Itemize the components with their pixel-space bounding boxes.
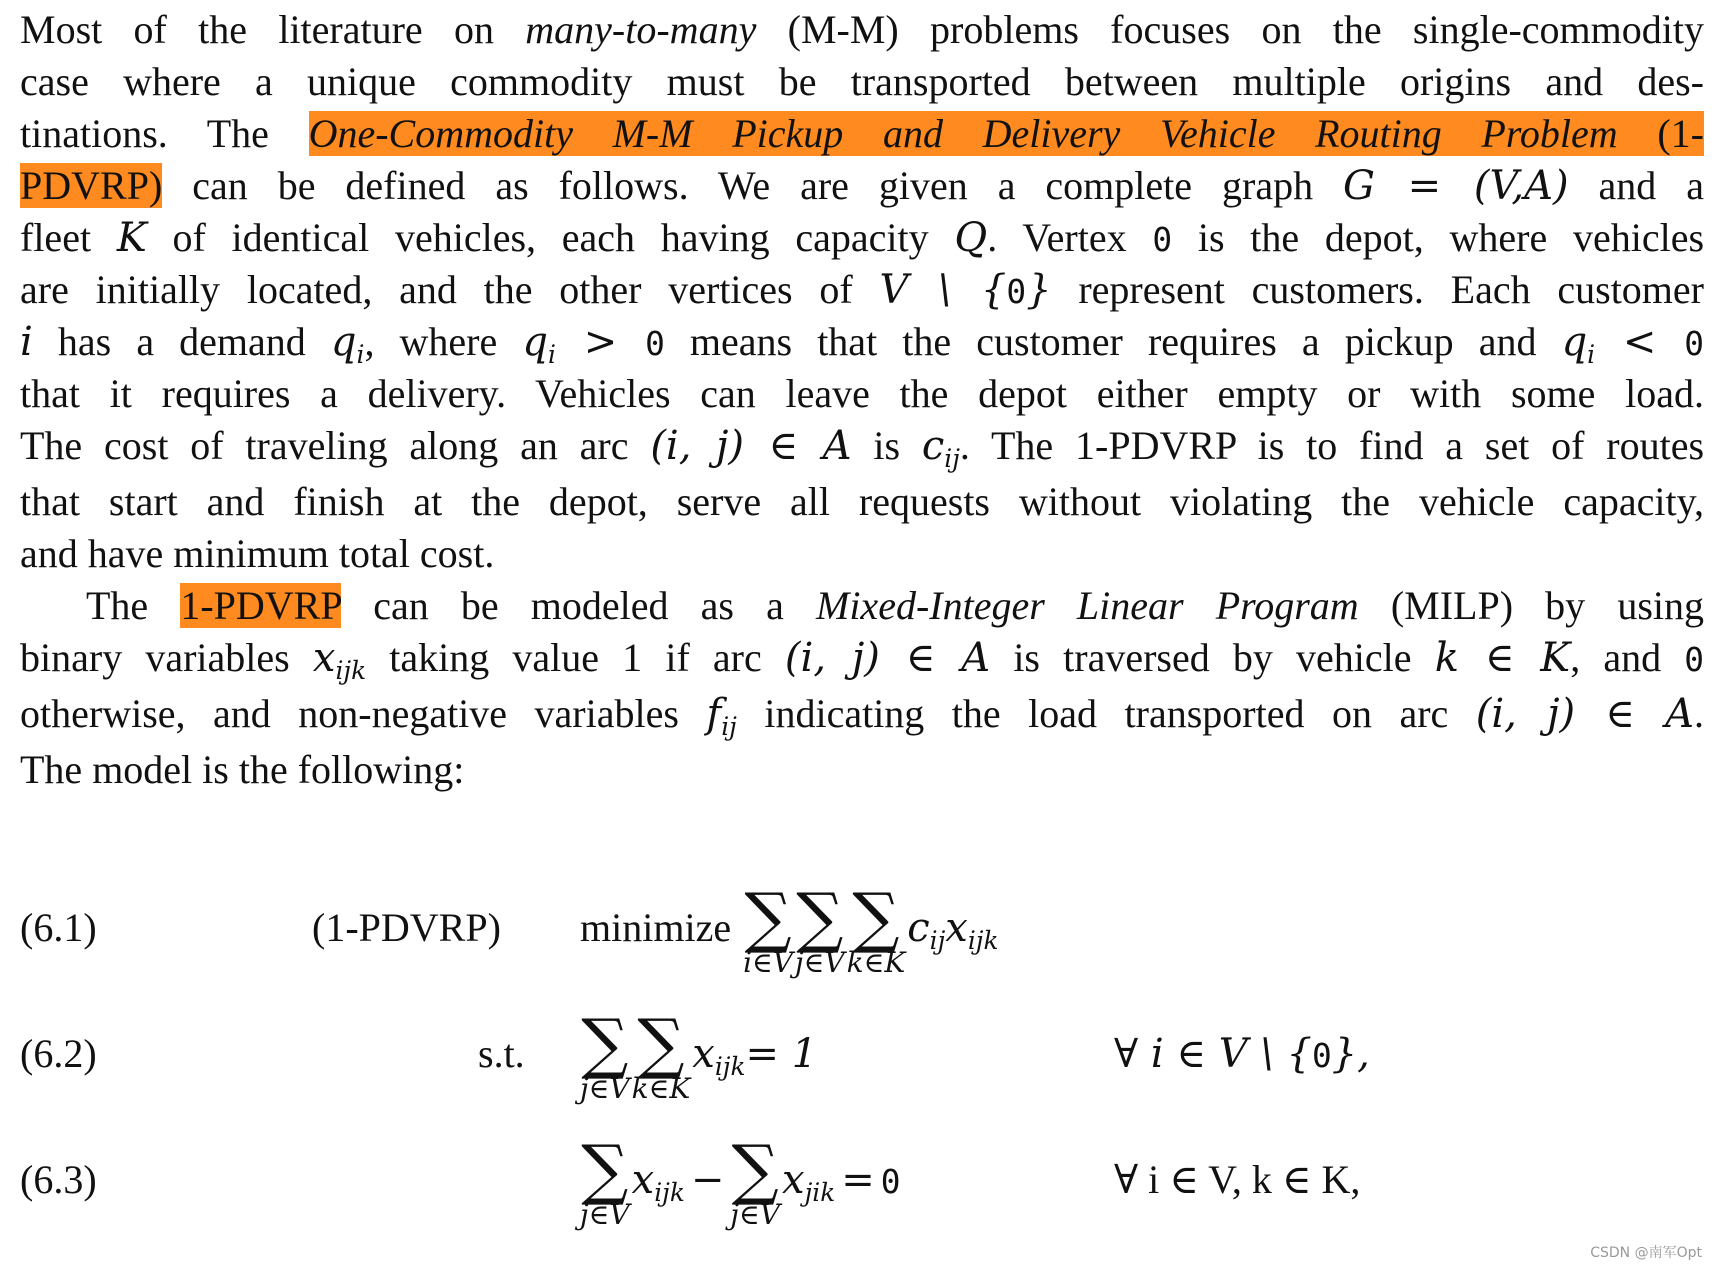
para1-line-6: are initially located, and the other vertices of V \ {0} represent customers. Each customer [20,267,1704,313]
equation-number-6-1: (6.1) [20,905,97,950]
equation-number-6-3: (6.3) [20,1157,97,1202]
sum-symbol: ∑ j∈V [580,1005,630,1105]
para1-line-7: i has a demand $q_i$, where $q_i > 0$ means that the customer requires a pickup and $q_i < 0$ [20,319,1705,369]
watermark: CSDN @南军Opt [1590,1245,1702,1261]
para1-line-5: fleet K of identical vehicles, each having capacity Q. Vertex 0 is the depot, where vehicles [20,215,1705,261]
highlight-problem-name: One-Commodity M-M Pickup and Delivery Vehicle Routing Problem (1- [308,111,1705,156]
para1-line-4: PDVRP) can be defined as follows. We are given a complete graph G = (V,A) and a [20,163,1704,209]
sum-symbol: ∑ k∈K [631,1005,691,1105]
equation-6-2: ∑ j∈V ∑ k∈K $x_{ijk}= 1$ [580,1005,818,1105]
sum-symbol: ∑ i∈V [743,879,793,979]
sum-symbol: ∑ j∈V [730,1131,781,1231]
equation-number-6-2: (6.2) [20,1031,97,1076]
para1-line-3: tinations. The One-Commodity M-M Pickup and Delivery Vehicle Routing Problem (1- [20,111,1705,156]
sum-symbol: ∑ k∈K [846,879,906,979]
highlight-acronym: PDVRP) [20,163,163,208]
sum-symbol: ∑ j∈V [794,879,845,979]
para2-line-2: binary variables $x_{ijk}$ taking value 1 if arc (i, j) ∈ A is traversed by vehicle k ∈ K, and 0 [20,635,1705,685]
equation-6-1: minimize ∑ i∈V ∑ j∈V ∑ k∈K $c_{ij}x_{ijk}$ [580,879,999,979]
equation-condition-6-3: ∀ i ∈ V, k ∈ K, [1114,1157,1361,1202]
para1-line-8: that it requires a delivery. Vehicles can leave the depot either empty or with some load. [20,371,1704,416]
equation-label-6-1: (1-PDVRP) [312,905,501,950]
equation-condition-6-2: ∀ i ∈ V \ {0}, [1114,1031,1370,1077]
para1-line-1: Most of the literature on many-to-many (M-M) problems focuses on the single-commodity [20,7,1704,52]
sum-symbol: ∑ j∈V [580,1131,630,1231]
para2-line-4: The model is the following: [20,747,465,792]
equation-6-3: ∑ j∈V $x_{ijk}$ − ∑ j∈V $x_{jik} = 0$ [580,1131,901,1231]
para1-line-10: that start and finish at the depot, serve all requests without violating the vehicle capacity, [20,479,1704,524]
equation-label-6-2: s.t. [478,1031,525,1076]
para1-line-9: The cost of traveling along an arc (i, j) ∈ A is $c_{ij}$. The 1-PDVRP is to find a set of routes [20,423,1705,473]
highlight-acronym-2: 1-PDVRP [180,583,342,628]
para1-line-11: and have minimum total cost. [20,531,495,576]
para2-line-3: otherwise, and non-negative variables $f_{ij}$ indicating the load transported on arc (i, j) ∈ A. [20,691,1705,741]
para2-line-1: The 1-PDVRP can be modeled as a Mixed-Integer Linear Program (MILP) by using [86,583,1704,628]
para1-line-2: case where a unique commodity must be transported between multiple origins and des- [20,59,1704,104]
